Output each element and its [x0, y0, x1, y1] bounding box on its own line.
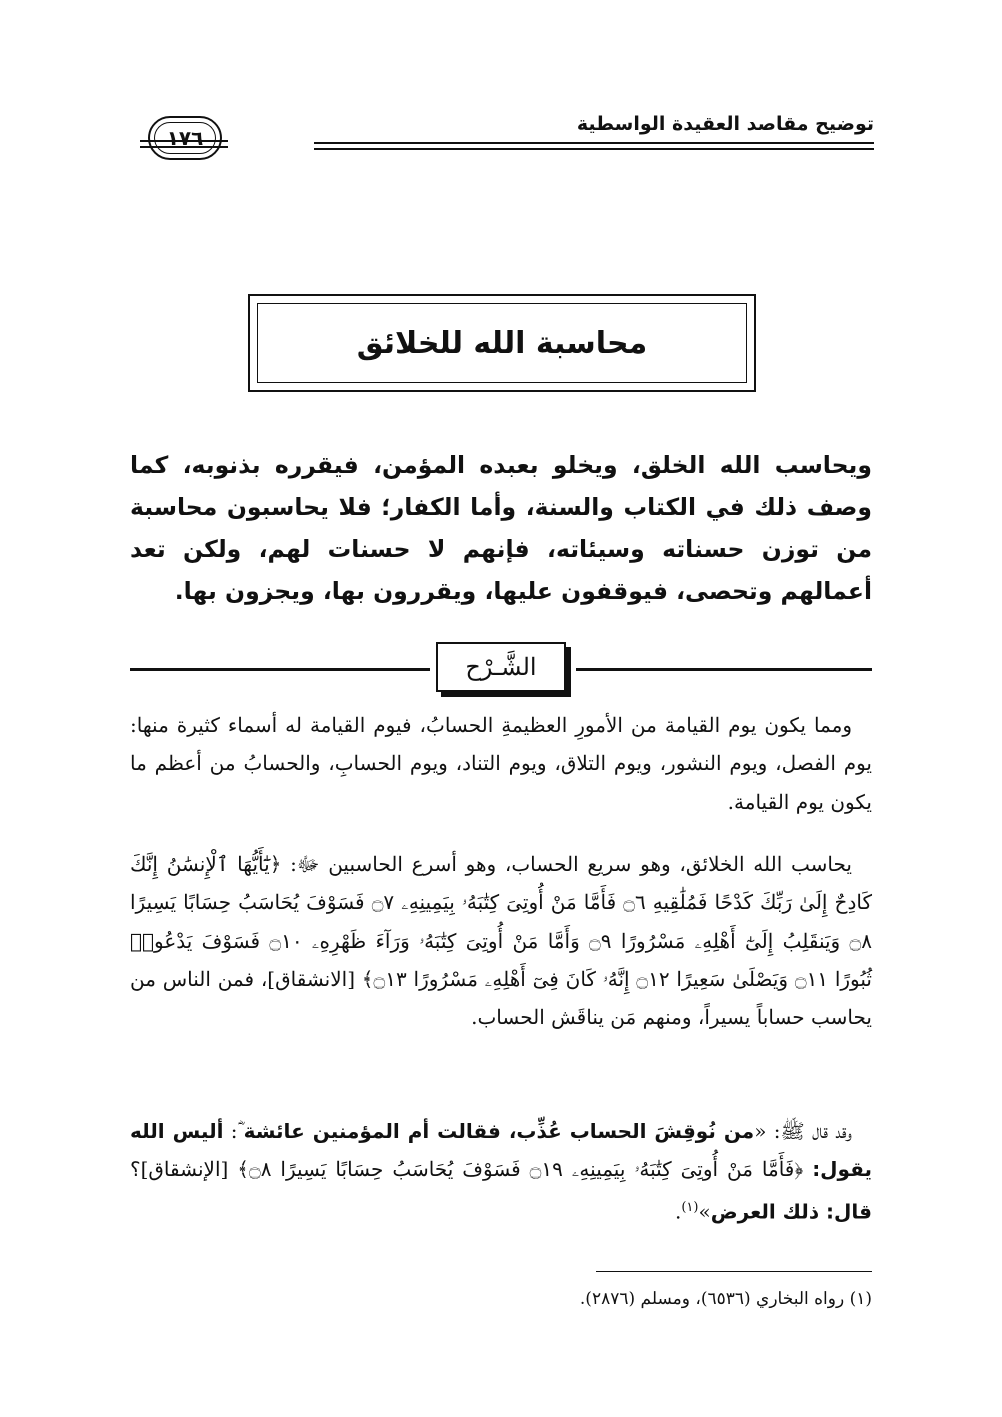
hadith-text: أليس الله يقول:: [130, 1119, 872, 1182]
footnote: (١) رواه البخاري (٦٥٣٦)، ومسلم (٢٨٧٦).: [579, 1289, 872, 1309]
section-title-frame: [248, 294, 756, 392]
hadith-paragraph: [130, 1112, 872, 1231]
header-rule: [314, 142, 874, 144]
footnote-rule: [596, 1271, 872, 1272]
matn-paragraph: ويحاسب الله الخلق، ويخلو بعبده المؤمن، فيقرره بذنوبه، كما وصف ذلك في الكتاب والسنة، وأما الكفار؛ فلا يحاسبون محاسبة من توزن حسناته وسيئاته، فإنهم لا حسنات لهم، ولكن تعد أعمالهم وتحصى، فيوقفون عليها، ويقررون بها، ويجزون بها.: [130, 451, 872, 605]
sharh-divider-line: [130, 668, 430, 671]
explanation-paragraph: [130, 845, 872, 1036]
running-header-title: توضيح مقاصد العقيدة الواسطية: [576, 113, 874, 135]
explanation-paragraph: [130, 706, 872, 821]
sharh-label: الشَّـرْح: [465, 653, 537, 681]
quran-quote: ﴿فَأَمَّا مَنْ أُوتِىَ كِتَٰبَهُۥ بِيَمِينِهِۦ ۝١٩ فَسَوْفَ يُحَاسَبُ حِسَابًا يَسِيرًا ۝٨﴾ [الإنشقاق]؟: [130, 1157, 813, 1182]
header-rule: [314, 148, 874, 150]
hadith-text: قال: ذلك العرض: [710, 1199, 872, 1224]
sharh-divider-line: [576, 668, 872, 671]
hadith-honorific: ؓ:: [223, 1119, 244, 1143]
sharh-label-box: [436, 642, 566, 692]
section-title-inner-frame: [257, 303, 747, 383]
page-number: [148, 116, 222, 160]
section-title: محاسبة الله للخلائق: [356, 325, 648, 361]
hadith-text: من نُوقِشَ الحساب عُذِّب، فقالت أم المؤمنين عائشة: [243, 1119, 755, 1143]
explanation-text: ومما يكون يوم القيامة من الأمورِ العظيمةِ الحسابُ، فيوم القيامة له أسماء كثيرة منها: يوم الفصل، ويوم النشور، ويوم التلاق، ويوم التناد، ويوم الحسابِ، والحسابُ من أعظم ما يكون يوم القيامة.: [130, 713, 872, 814]
footnote-reference[interactable]: (١): [681, 1199, 699, 1215]
page-number-text: ١٧٦: [166, 126, 204, 150]
hadith-close: »: [698, 1199, 711, 1224]
hadith-tail: .: [674, 1199, 682, 1224]
explanation-text: يحاسب الله الخلائق، وهو سريع الحساب، وهو أسرع الحاسبين ﷻ: ﴿يَٰٓأَيُّهَا ٱلْإِنسَٰنُ إِنَّكَ كَادِحٌ إِلَىٰ رَبِّكَ كَدْحًا فَمُلَٰقِيهِ ۝٦ فَأَمَّا مَنْ أُوتِىَ كِتَٰبَهُۥ بِيَمِينِهِۦ ۝٧ فَسَوْفَ يُحَاسَبُ حِسَابًا يَسِيرًا ۝٨ وَيَنقَلِبُ إِلَىٰٓ أَهْلِهِۦ مَسْرُورًا ۝٩ وَأَمَّا مَنْ أُوتِىَ كِتَٰبَهُۥ وَرَآءَ ظَهْرِهِۦ ۝١٠ فَسَوْفَ يَدْعُوا۟ ثُبُورًا ۝١١ وَيَصْلَىٰ سَعِيرًا ۝١٢ إِنَّهُۥ كَانَ فِىٓ أَهْلِهِۦ مَسْرُورًا ۝١٣﴾ [الانشقاق]، فمن الناس من يحاسب حساباً يسيراً، ومنهم مَن يناقَش الحساب.: [130, 852, 872, 1030]
hadith-lead: وقد قال ﷺ: «: [754, 1119, 852, 1143]
